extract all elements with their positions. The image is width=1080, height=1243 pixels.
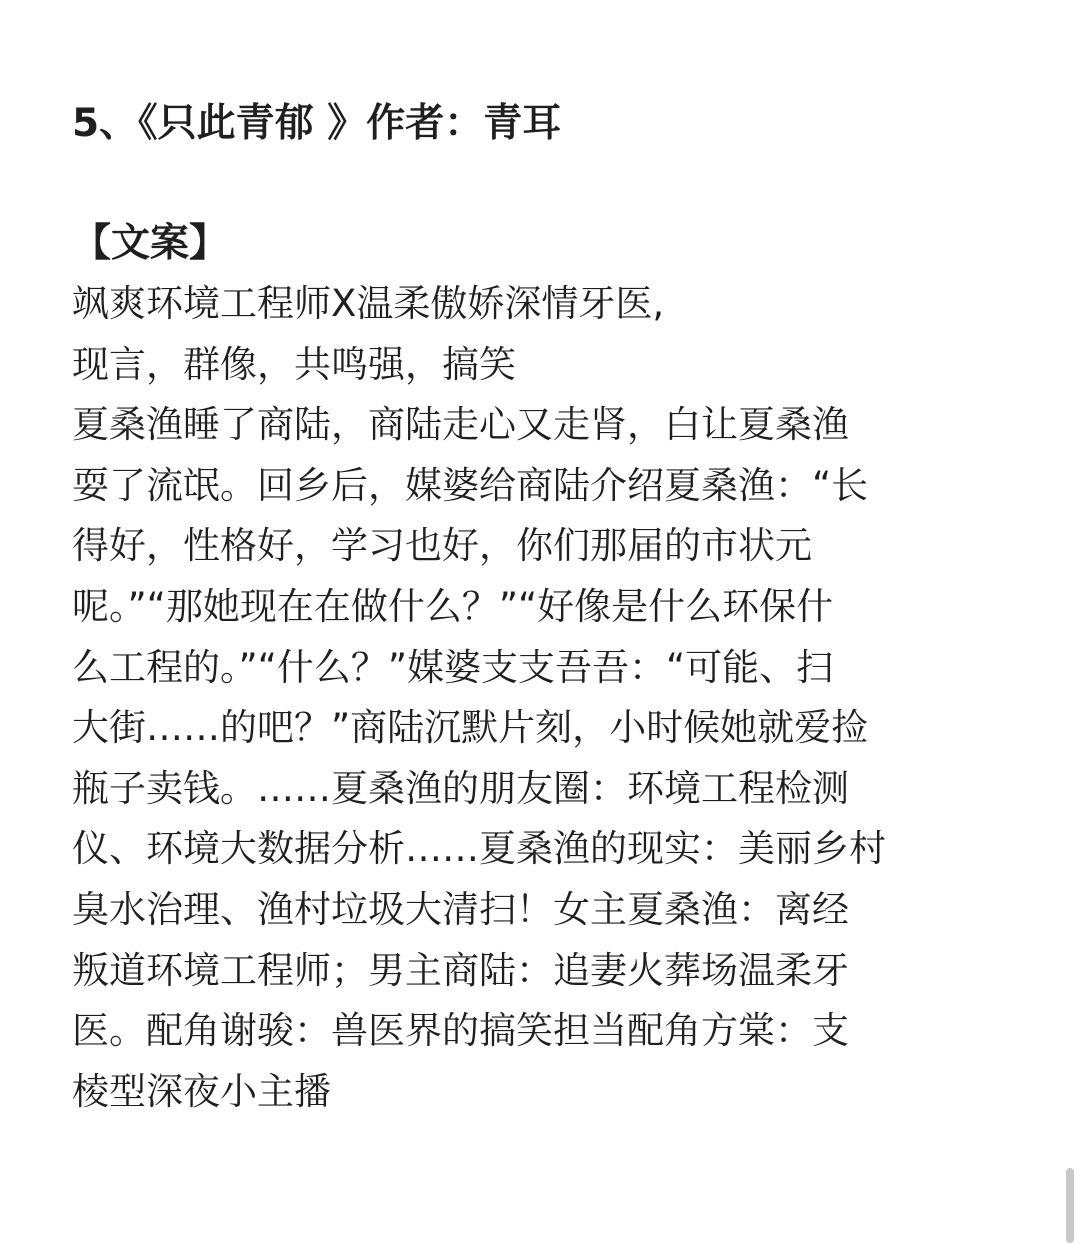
synopsis-line: 瓶子卖钱。……夏桑渔的朋友圈：环境工程检测 (72, 766, 849, 810)
synopsis-body (72, 274, 1012, 1122)
book-title: 5、《只此青郁 》作者：青耳 (72, 101, 562, 146)
synopsis-line: 么工程的。”“什么？”媒婆支支吾吾：“可能、扫 (72, 645, 834, 689)
synopsis-line: 医。配角谢骏：兽医界的搞笑担当配角方棠：支 (72, 1009, 849, 1053)
synopsis-line: 得好，性格好，学习也好，你们那届的市状元 (72, 524, 812, 568)
synopsis-line: 棱型深夜小主播 (72, 1069, 331, 1113)
synopsis-line: 飒爽环境工程师X温柔傲娇深情牙医, (72, 282, 665, 325)
synopsis-line: 仪、环境大数据分析……夏桑渔的现实：美丽乡村 (72, 827, 886, 871)
synopsis-line: 臭水治理、渔村垃圾大清扫！女主夏桑渔：离经 (72, 887, 849, 931)
scrollbar-thumb[interactable] (1066, 1168, 1074, 1243)
synopsis-line: 大街……的吧？”商陆沉默片刻，小时候她就爱捡 (72, 706, 869, 750)
synopsis-line: 呢。”“那她现在在做什么？”“好像是什么环保什 (72, 584, 834, 628)
synopsis-line: 叛道环境工程师；男主商陆：追妻火葬场温柔牙 (72, 948, 849, 992)
synopsis-line: 现言，群像，共鸣强，搞笑 (72, 342, 516, 386)
synopsis-line: 夏桑渔睡了商陆，商陆走心又走肾，白让夏桑渔 (72, 403, 849, 447)
synopsis-line: 耍了流氓。回乡后，媒婆给商陆介绍夏桑渔：“长 (72, 463, 869, 507)
section-heading-synopsis: 【文案】 (72, 221, 229, 266)
